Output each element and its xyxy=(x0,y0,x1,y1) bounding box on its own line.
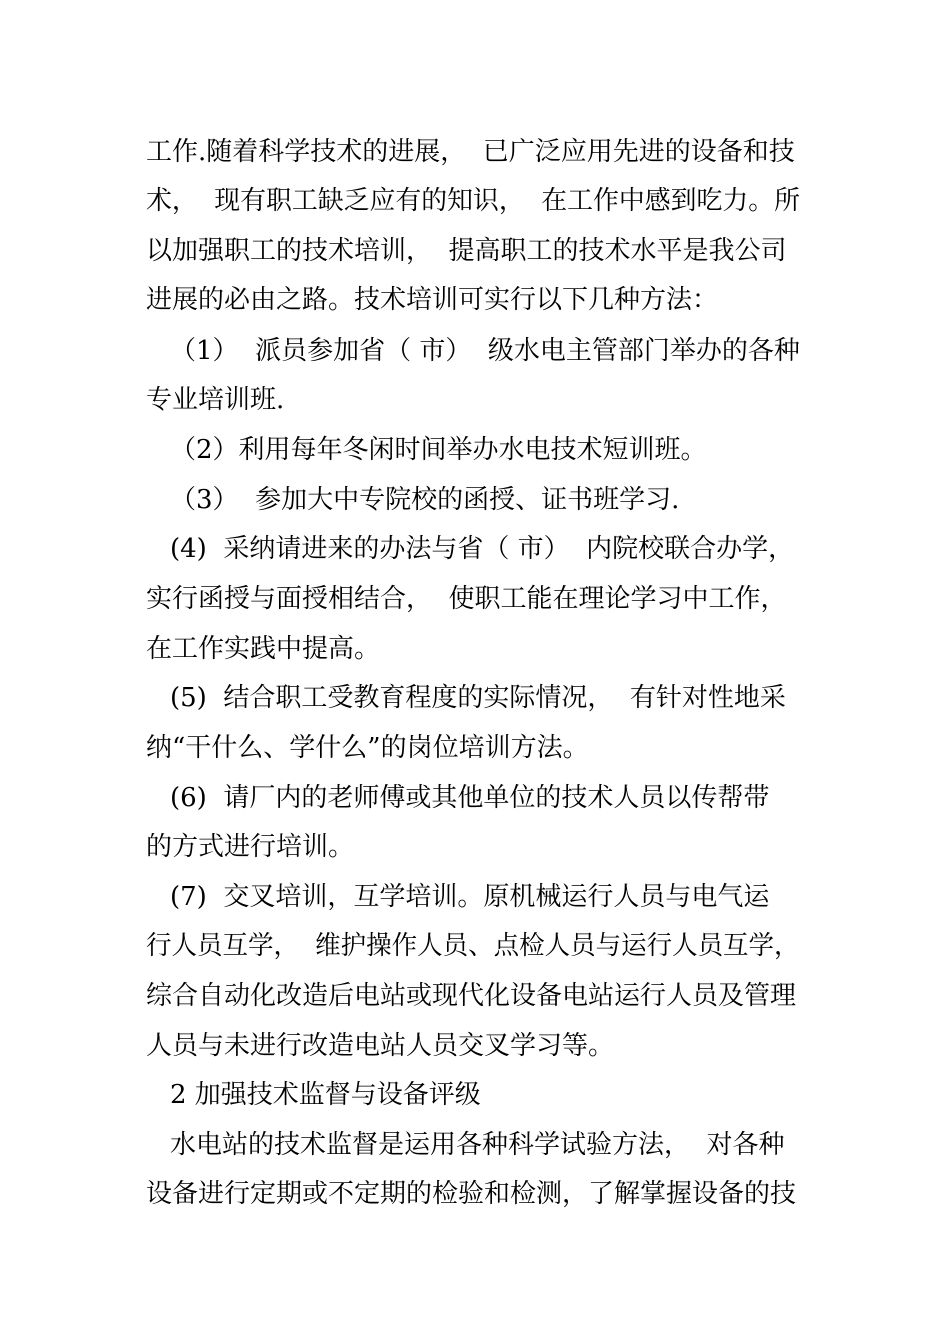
body-text-line: 的方式进行培训。 xyxy=(146,832,355,862)
body-text-line: 行人员互学， 维护操作人员、点检人员与运行人员互学， xyxy=(146,931,800,961)
body-text-line: 纳“干什么、学什么”的岗位培训方法。 xyxy=(146,733,589,763)
list-item-line: (7) 交叉培训，互学培训。原机械运行人员与电气运 xyxy=(170,882,770,912)
body-text-line: 设备进行定期或不定期的检验和检测，了解掌握设备的技 xyxy=(146,1179,797,1209)
list-item-line: （3） 参加大中专院校的函授、证书班学习. xyxy=(170,485,680,515)
body-text-line: 人员与未进行改造电站人员交叉学习等。 xyxy=(146,1031,615,1061)
body-text-line: 在工作实践中提高。 xyxy=(146,634,381,664)
body-text-line: 专业培训班. xyxy=(146,385,285,415)
body-text-line: 综合自动化改造后电站或现代化设备电站运行人员及管理 xyxy=(146,981,797,1011)
body-text-line: 进展的必由之路。技术培训可实行以下几种方法： xyxy=(146,285,719,315)
body-text-line: 工作.随着科学技术的进展， 已广泛应用先进的设备和技 xyxy=(146,137,795,167)
body-text-line: 术， 现有职工缺乏应有的知识， 在工作中感到吃力。所 xyxy=(146,186,801,216)
list-item-line: (5) 结合职工受教育程度的实际情况， 有针对性地采 xyxy=(170,683,786,713)
section-heading: 2 加强技术监督与设备评级 xyxy=(170,1080,481,1110)
body-text-line: 实行函授与面授相结合， 使职工能在理论学习中工作， xyxy=(146,584,787,614)
list-item-line: (4) 采纳请进来的办法与省（ 市） 内院校联合办学， xyxy=(170,534,795,564)
body-text-line: 以加强职工的技术培训， 提高职工的技术水平是我公司 xyxy=(146,236,787,266)
body-text-line: 水电站的技术监督是运用各种科学试验方法， 对各种 xyxy=(170,1130,785,1160)
list-item-line: (6) 请厂内的老师傅或其他单位的技术人员以传帮带 xyxy=(170,783,770,813)
list-item-line: （1） 派员参加省（ 市） 级水电主管部门举办的各种 xyxy=(170,336,800,366)
list-item-line: （2）利用每年冬闲时间举办水电技术短训班。 xyxy=(170,435,707,465)
